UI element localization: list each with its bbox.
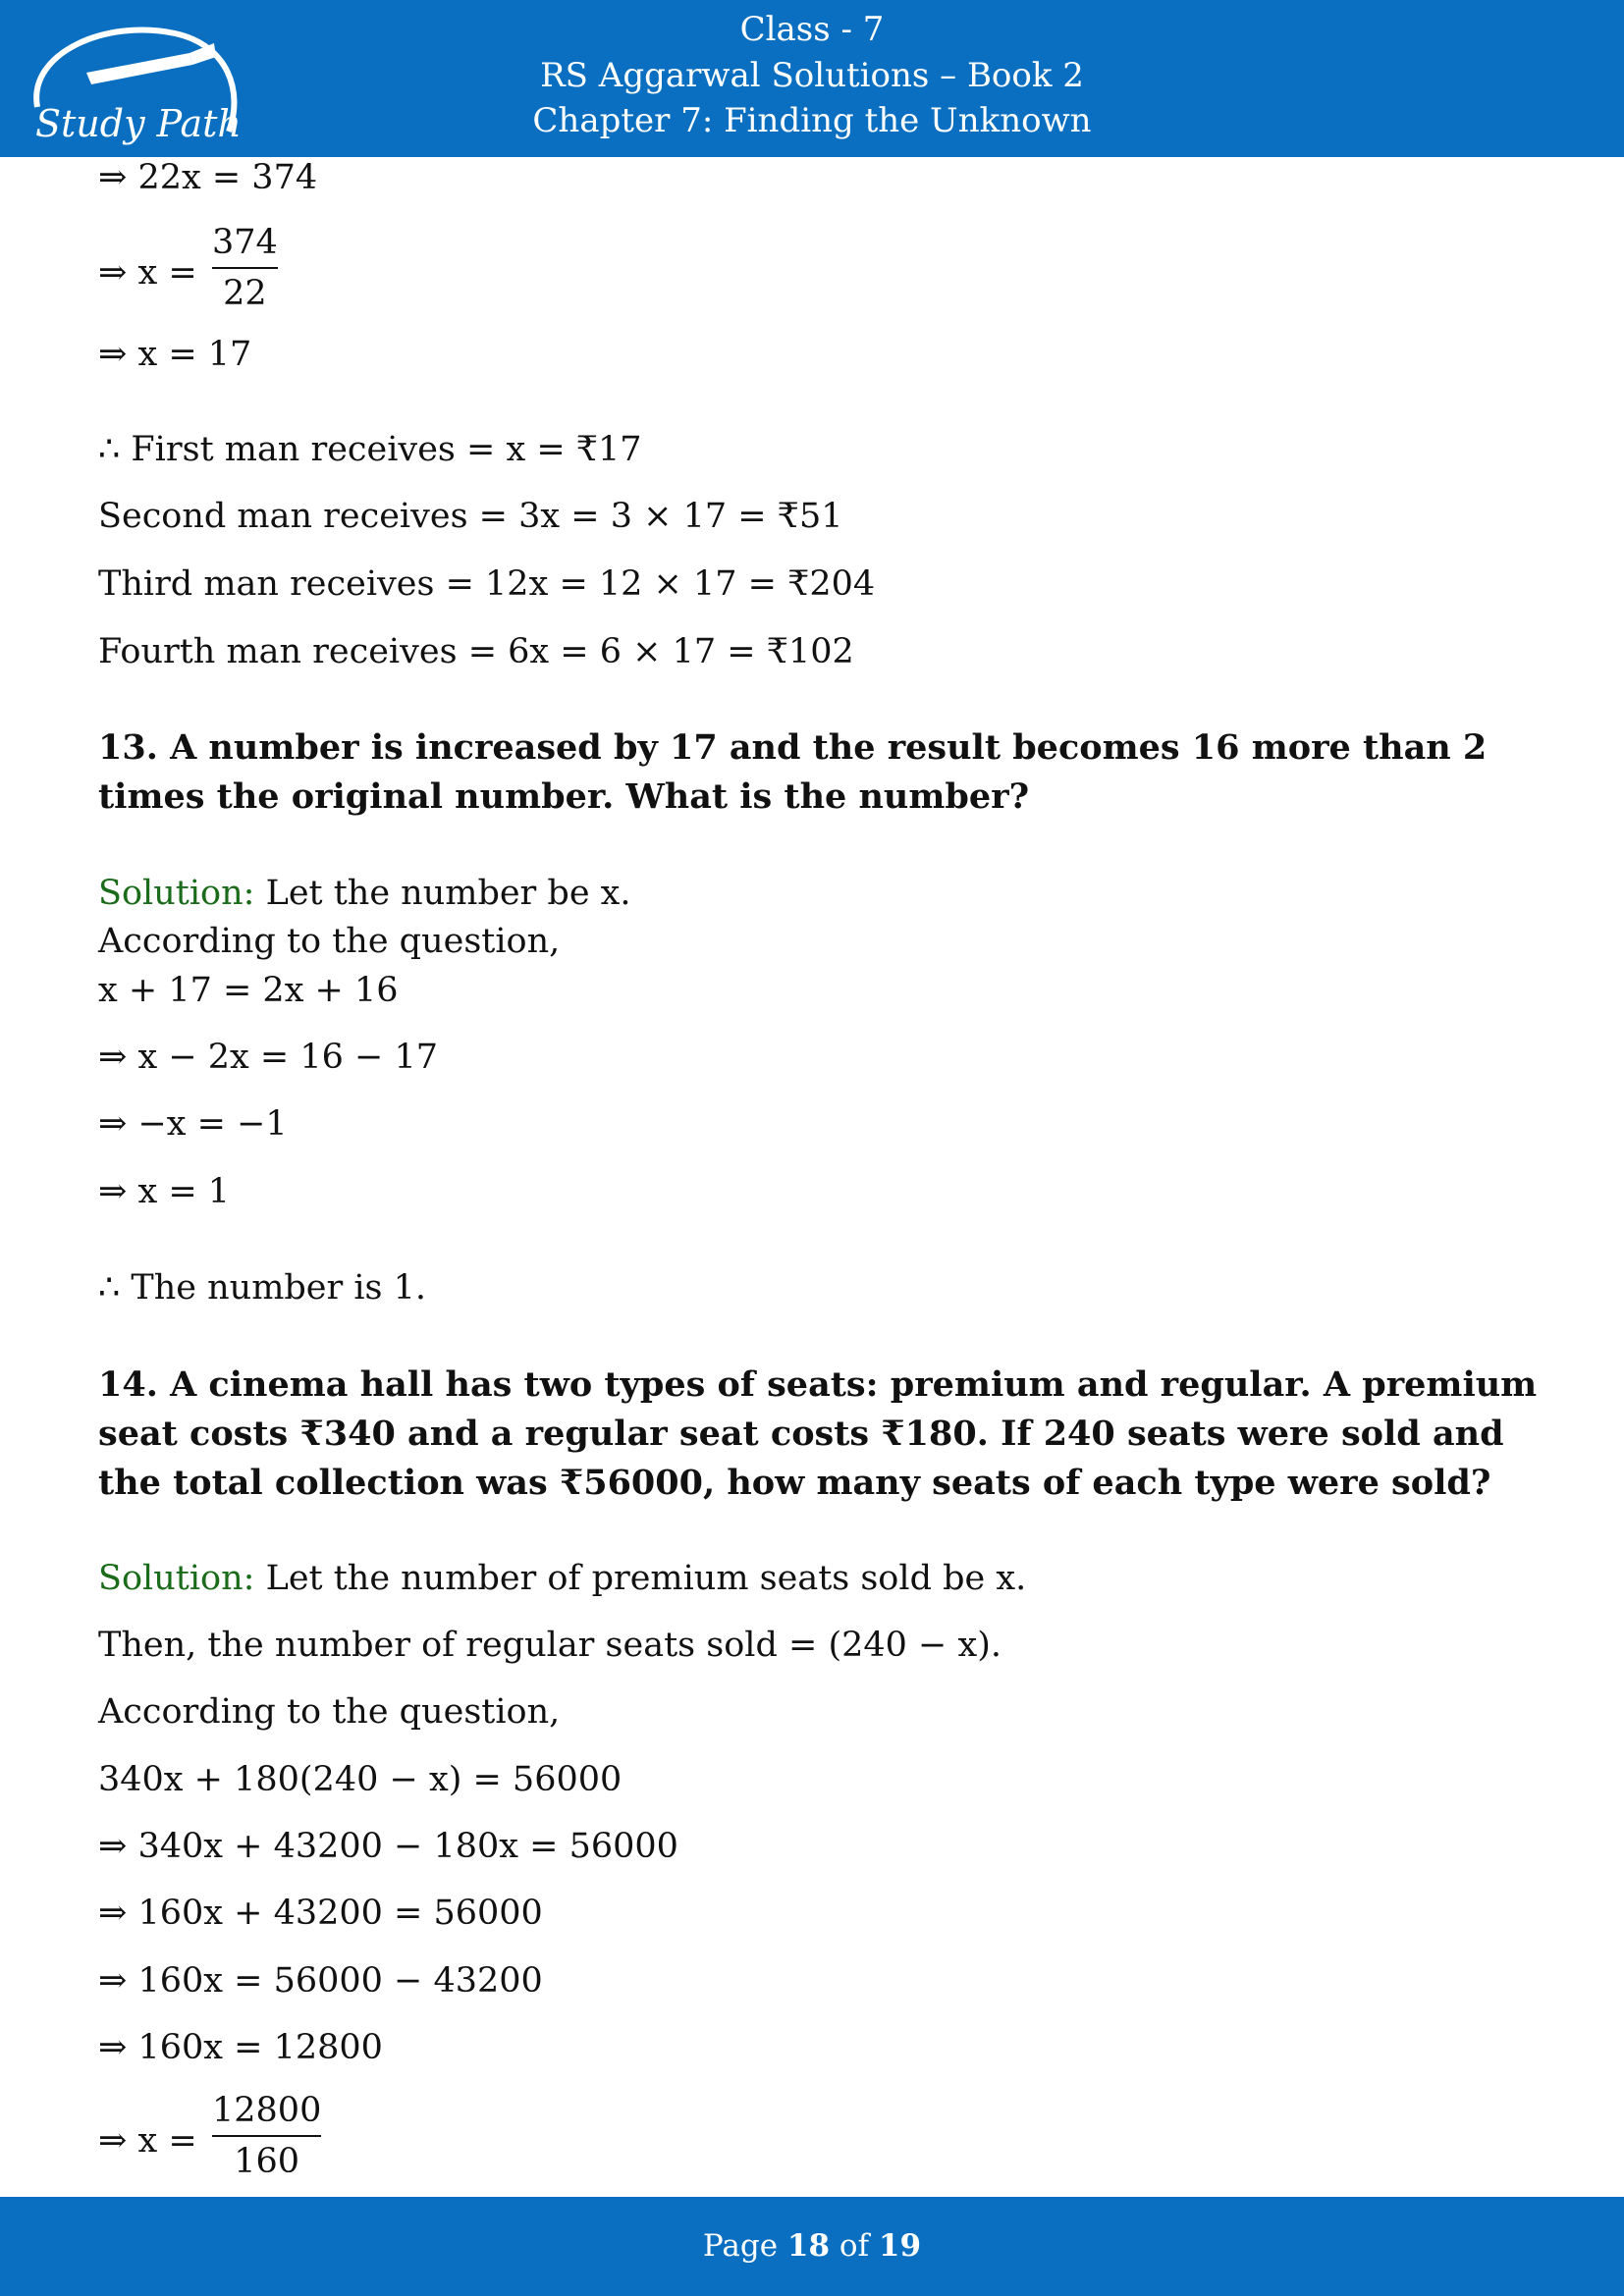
fraction-374-22 xyxy=(212,218,278,318)
solution-13-line xyxy=(98,871,631,916)
eq-13-1: x + 17 = 2x + 16 xyxy=(98,971,399,1010)
eq-14-3: ⇒ 160x + 43200 = 56000 xyxy=(98,1894,543,1933)
page-current: 18 xyxy=(786,2228,831,2264)
third-man: Third man receives = 12x = 12 × 17 = ₹204 xyxy=(98,564,876,604)
according-13: According to the question, xyxy=(98,922,561,961)
question-14: 14. A cinema hall has two types of seats: premium and regular. A premium seat costs ₹340 and a regular seat costs ₹180. If 240 seats were sold and the total collection was ₹56000, how many seats of each type were sold? xyxy=(98,1364,1538,1503)
eq-14-2: ⇒ 340x + 43200 − 180x = 56000 xyxy=(98,1827,678,1866)
solution-13-text: Let the number be x. xyxy=(254,874,631,913)
fraction-denominator: 160 xyxy=(234,2142,300,2181)
eq-14-4: ⇒ 160x = 56000 − 43200 xyxy=(98,1961,543,2001)
regular-seats: Then, the number of regular seats sold = (240 − x). xyxy=(98,1626,1001,1665)
step-x-frac-prefix: ⇒ x = xyxy=(98,253,197,293)
page-label: Page xyxy=(702,2228,787,2264)
eq-14-5: ⇒ 160x = 12800 xyxy=(98,2028,383,2067)
according-14: According to the question, xyxy=(98,1692,561,1732)
solution-14-text: Let the number of premium seats sold be x. xyxy=(254,1559,1027,1598)
header-book: RS Aggarwal Solutions – Book 2 xyxy=(540,56,1084,95)
fraction-12800-160 xyxy=(212,2086,321,2186)
step-22x: ⇒ 22x = 374 xyxy=(98,158,318,197)
page-of: of xyxy=(830,2228,879,2264)
fraction-denominator: 22 xyxy=(223,274,267,313)
page-header xyxy=(0,0,1624,157)
fraction-numerator: 12800 xyxy=(212,2086,321,2137)
page-footer xyxy=(0,2197,1624,2296)
eq-14-1: 340x + 180(240 − x) = 56000 xyxy=(98,1760,623,1799)
header-chapter: Chapter 7: Finding the Unknown xyxy=(532,101,1092,140)
eq-13-2: ⇒ x − 2x = 16 − 17 xyxy=(98,1038,439,1077)
solution-label: Solution: xyxy=(98,874,255,913)
question-13: 13. A number is increased by 17 and the result becomes 16 more than 2 times the original number. What is the number? xyxy=(98,727,1488,817)
fourth-man: Fourth man receives = 6x = 6 × 17 = ₹102 xyxy=(98,632,854,671)
page-total: 19 xyxy=(878,2228,922,2264)
fraction-numerator: 374 xyxy=(212,218,278,269)
solution-label: Solution: xyxy=(98,1559,255,1598)
first-man: ∴ First man receives = x = ₹17 xyxy=(98,430,642,469)
step-x-17: ⇒ x = 17 xyxy=(98,335,252,374)
header-class: Class - 7 xyxy=(739,10,885,49)
eq-13-4: ⇒ x = 1 xyxy=(98,1172,231,1211)
solution-14-line xyxy=(98,1556,1026,1601)
second-man: Second man receives = 3x = 3 × 17 = ₹51 xyxy=(98,497,843,536)
answer-13: ∴ The number is 1. xyxy=(98,1268,427,1308)
svg-text:Study Path: Study Path xyxy=(35,102,242,145)
eq-13-3: ⇒ −x = −1 xyxy=(98,1104,288,1144)
step-x-frac2-prefix: ⇒ x = xyxy=(98,2121,197,2161)
